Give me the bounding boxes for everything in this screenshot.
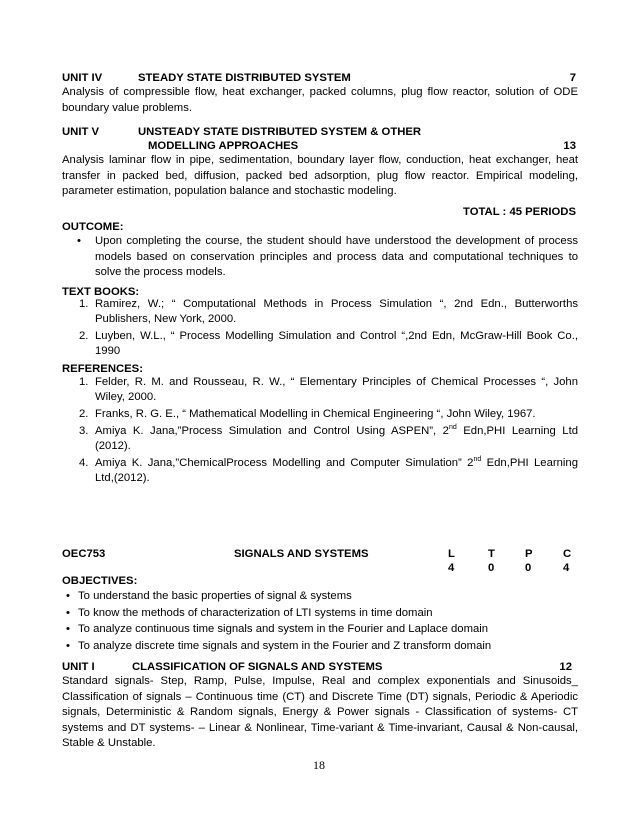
textbooks-heading-text: TEXT BOOKS: — [62, 286, 140, 298]
textbook-text: Luyben, W.L., “ Process Modelling Simulation and Control “,2nd Edn, McGraw-Hill Book Co., 1990 — [95, 330, 578, 357]
unit-iv-label: UNIT IV — [62, 72, 103, 84]
objective-item: • To understand the basic properties of signal & systems — [62, 588, 578, 605]
reference-text-post: Edn,PHI Learning Ltd (2012). — [95, 425, 578, 452]
total-periods-row — [62, 206, 578, 220]
course-code: OEC753 — [62, 548, 106, 560]
list-number: 2. — [79, 330, 89, 342]
reference-text: Franks, R. G. E., “ Mathematical Modelling in Chemical Engineering “, John Wiley, 1967. — [95, 408, 536, 420]
reference-text-post: Edn,PHI Learning Ltd,(2012). — [95, 457, 578, 484]
outcome-heading — [62, 221, 578, 235]
textbook-text: Ramirez, W.; “ Computational Methods in Process Simulation “, 2nd Edn., Butterworths Publishers, New York, 2000. — [95, 298, 578, 325]
ltpc-label-t: T — [488, 548, 495, 560]
references-list — [62, 375, 578, 486]
objectives-list — [62, 588, 578, 654]
page-number: 18 — [313, 758, 325, 772]
objectives-heading-text: OBJECTIVES: — [62, 575, 138, 587]
textbooks-list — [62, 297, 578, 359]
total-periods: TOTAL : 45 PERIODS — [463, 206, 576, 218]
outcome-heading-text: OUTCOME: — [62, 221, 124, 233]
ltpc-label-p: P — [525, 548, 533, 560]
ltpc-value-c: 4 — [563, 562, 570, 574]
unit-i-body: Standard signals- Step, Ramp, Pulse, Impulse, Real and complex exponentials and Sinusoids_ Classification of signals – Continuous time (CT) and Discrete Time (DT) signals, Periodic & Aperiodic signals, Deterministic & Random signals, Energy & Power signals - Classification of systems- CT systems and DT systems- – Linear & Nonlinear, Time-variant & Time-invariant, Causal & Non-causal, Stable & Unstable. — [62, 675, 578, 749]
objective-item: • To analyze discrete time signals and system in the Fourier and Z transform domain — [62, 638, 578, 655]
unit-i-hours: 12 — [559, 661, 572, 673]
unit-i-heading — [62, 661, 578, 675]
ltpc-label-c: C — [563, 548, 572, 560]
objective-item: • To analyze continuous time signals and system in the Fourier and Laplace domain — [62, 621, 578, 638]
unit-v-heading-line2 — [62, 140, 578, 154]
ltpc-value-l: 4 — [448, 562, 455, 574]
ltpc-value-t: 0 — [488, 562, 495, 574]
unit-v-label: UNIT V — [62, 126, 100, 138]
outcome-list — [62, 234, 578, 281]
list-number: 2. — [79, 408, 89, 420]
list-number: 3. — [79, 425, 89, 437]
unit-v-heading — [62, 126, 578, 140]
ltpc-label-l: L — [448, 548, 455, 560]
course-title: SIGNALS AND SYSTEMS — [234, 548, 369, 560]
reference-item — [62, 424, 578, 454]
textbook-item — [62, 329, 578, 359]
unit-v-body: Analysis laminar flow in pipe, sedimentation, boundary layer flow, conduction, heat exchanger, heat transfer in packed bed, diffusion, packed bed adsorption, plug flow reactor. Empirical modeling, parameter estimation, population balance and stochastic modeling. — [62, 154, 578, 197]
unit-iv-hours: 7 — [569, 72, 576, 84]
objectives-heading — [62, 575, 578, 589]
course-ltpc-values — [62, 562, 578, 576]
list-number: 1. — [79, 298, 89, 310]
list-number: 4. — [79, 457, 89, 469]
unit-v-hours: 13 — [563, 140, 576, 152]
unit-i-title: CLASSIFICATION OF SIGNALS AND SYSTEMS — [132, 661, 383, 673]
reference-text: Felder, R. M. and Rousseau, R. W., “ Elementary Principles of Chemical Processes “, John Wiley, 2000. — [95, 376, 578, 403]
reference-item — [62, 375, 578, 405]
unit-i-label: UNIT I — [62, 661, 95, 673]
textbook-item — [62, 297, 578, 327]
unit-v-title-line1: UNSTEADY STATE DISTRIBUTED SYSTEM & OTHER — [138, 126, 422, 138]
ltpc-value-p: 0 — [525, 562, 532, 574]
references-heading-text: REFERENCES: — [62, 363, 143, 375]
objective-item: • To know the methods of characterization of LTI systems in time domain — [62, 605, 578, 622]
reference-text-pre: Amiya K. Jana,”Process Simulation and Control Using ASPEN”, 2 — [95, 425, 449, 437]
superscript: nd — [473, 456, 482, 464]
list-number: 1. — [79, 376, 89, 388]
course-header — [62, 548, 578, 562]
outcome-item: • Upon completing the course, the student should have understood the development of process models based on conservation principles and process data and computational techniques to solve the process models. — [62, 234, 578, 281]
unit-iv-heading — [62, 72, 578, 86]
reference-item — [62, 456, 578, 486]
unit-v-title-line2: MODELLING APPROACHES — [148, 140, 299, 152]
reference-item — [62, 407, 578, 422]
unit-iv-body: Analysis of compressible flow, heat exchanger, packed columns, plug flow reactor, solution of ODE boundary value problems. — [62, 86, 578, 114]
superscript: nd — [448, 424, 457, 432]
reference-text-pre: Amiya K. Jana,”ChemicalProcess Modelling and Computer Simulation” 2 — [95, 457, 474, 469]
unit-iv-title: STEADY STATE DISTRIBUTED SYSTEM — [138, 72, 351, 84]
